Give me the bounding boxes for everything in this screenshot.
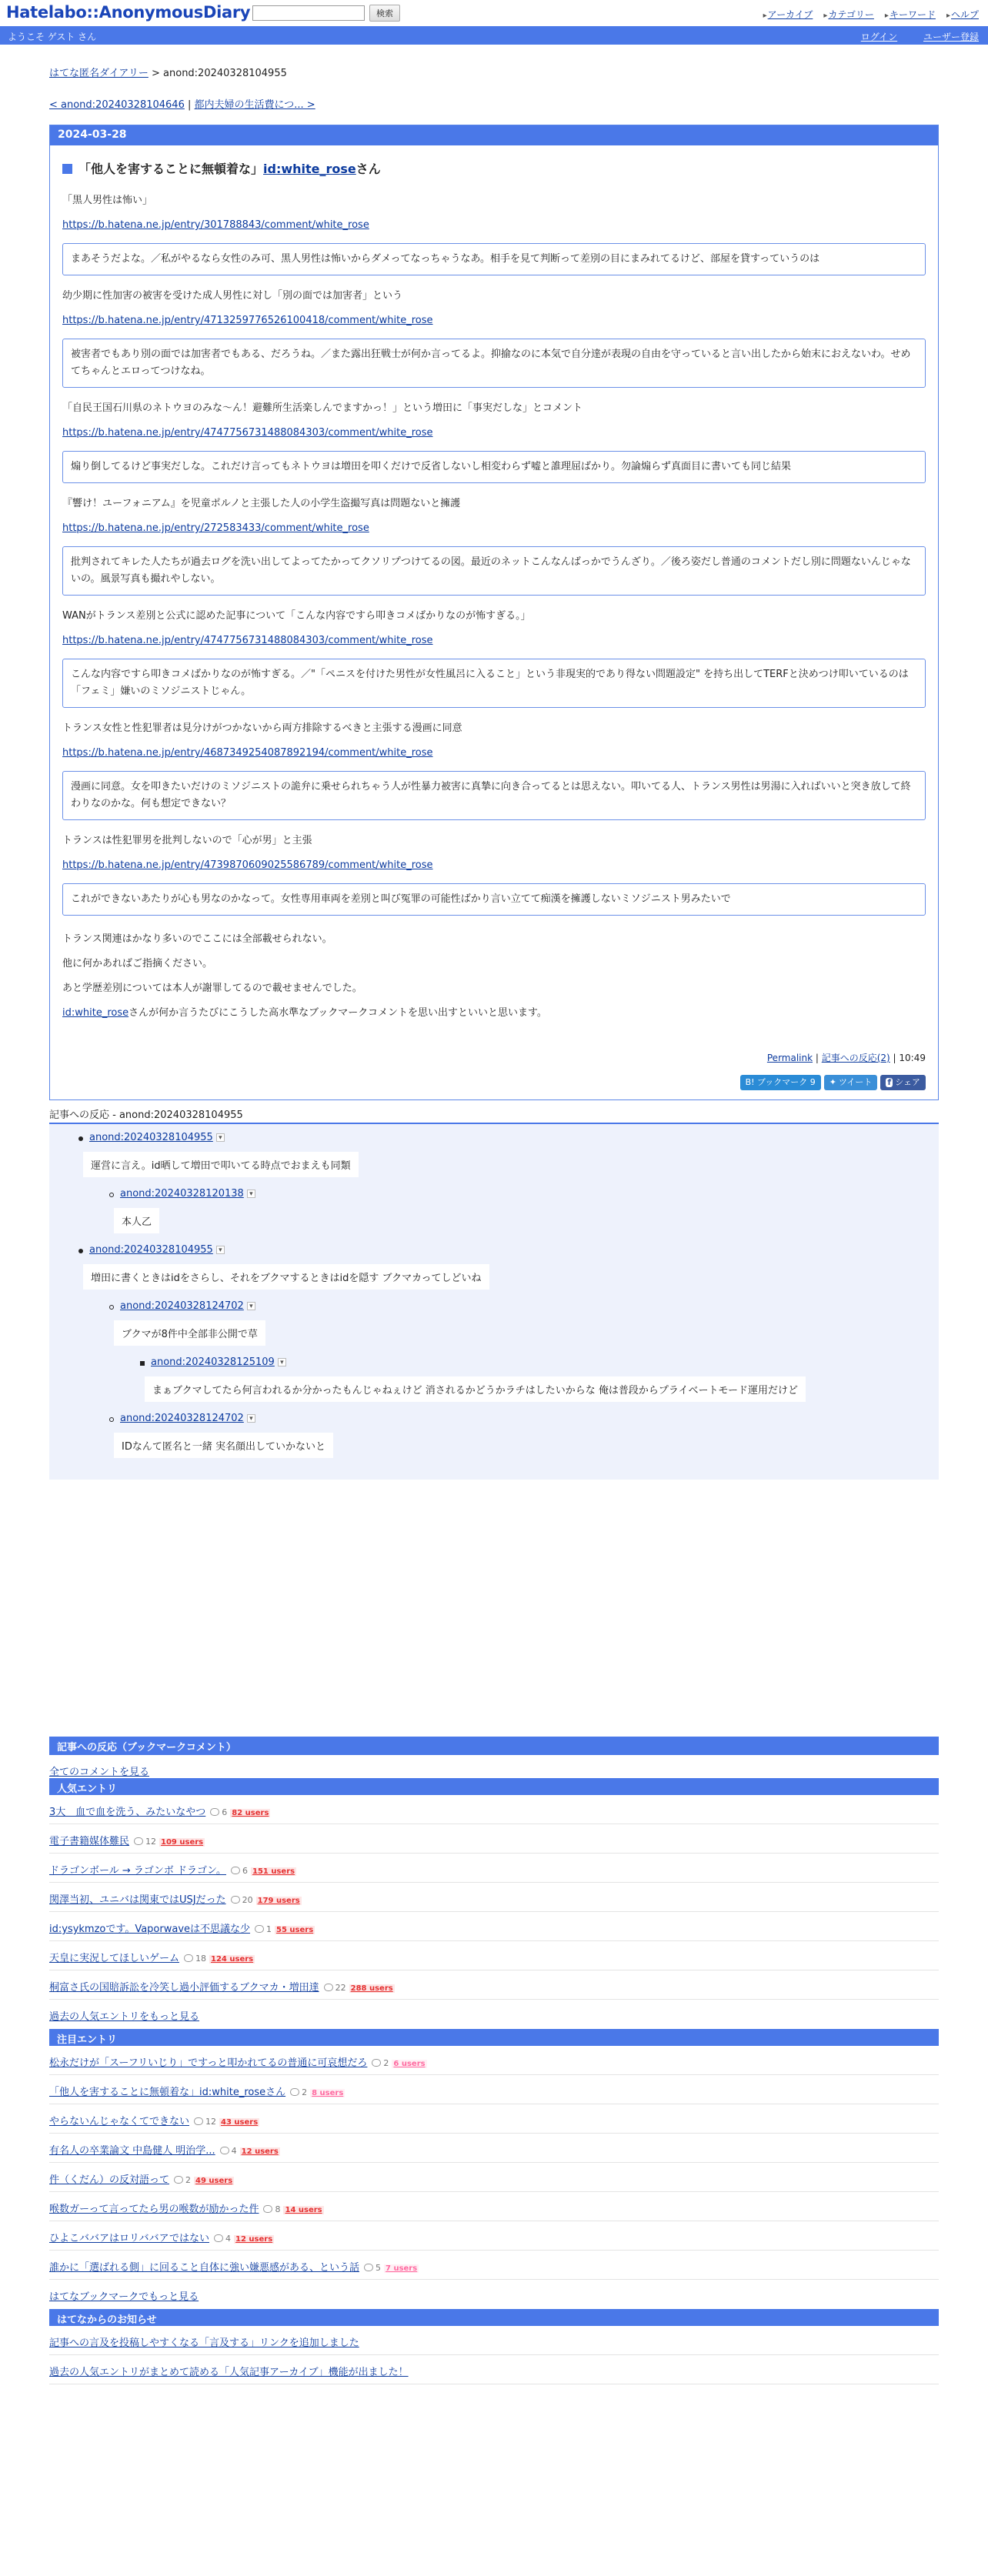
comment-bubble-icon <box>372 2059 381 2067</box>
comment-count-value: 4 <box>225 2234 232 2244</box>
reaction-head <box>120 1413 939 1428</box>
reaction-item <box>49 1132 939 1188</box>
bookmark-comments-title: 記事への反応（ブックマークコメント） <box>49 1737 939 1755</box>
users-badge[interactable]: 49 users <box>195 2177 233 2185</box>
popular-entries-title: 人気エントリ <box>49 1778 939 1795</box>
reaction-bubble-wrap <box>120 1203 939 1244</box>
comment-count-value: 6 <box>242 1866 248 1876</box>
entry-row <box>49 2163 939 2192</box>
entry-link[interactable]: 件（くだん）の反対語って <box>49 2174 170 2186</box>
reaction-item <box>49 1188 939 1244</box>
reaction-text: 運営に言え。id晒して増田で叩いてる時点でおまえも同類 <box>83 1152 359 1177</box>
blockquote: こんな内容ですら叩きコメばかりなのが怖すぎる。／"「ペニスを付けた男性が女性風呂に入ること」という非現実的であり得ない問題設定" を持ち出してTERFと決めつけ叩いているのは「フェミ」嫌いのミソジニストじゃん。 <box>62 659 926 708</box>
reaction-id-link[interactable]: anond:20240328124702 <box>120 1413 244 1424</box>
entry-link[interactable]: 喉数ガーって言ってたら男の喉数が励かった件 <box>49 2204 259 2215</box>
popular-entries-list <box>49 1795 939 2000</box>
comment-count[interactable] <box>194 2117 216 2127</box>
reaction-text: 本人乙 <box>114 1208 159 1233</box>
entry-time: 10:49 <box>899 1053 926 1063</box>
comment-count-value: 12 <box>205 2117 217 2127</box>
comment-count[interactable] <box>263 2204 280 2214</box>
comment-count-value: 22 <box>335 1983 346 1993</box>
comment-count[interactable] <box>372 2058 389 2068</box>
hatena-bookmark-button[interactable]: B! ブックマーク 9 <box>740 1075 821 1090</box>
entry-link[interactable]: やらないんじゃなくてできない <box>49 2116 190 2127</box>
reactions-tree <box>49 1124 939 1480</box>
reaction-id-link[interactable]: anond:20240328104955 <box>89 1132 213 1143</box>
users-badge[interactable]: 12 users <box>241 2147 279 2156</box>
reaction-id-link[interactable]: anond:20240328125109 <box>151 1356 275 1368</box>
top-nav-link[interactable]: ▸ キーワード <box>885 9 936 20</box>
block-url-row <box>62 746 926 760</box>
reaction-bubble-wrap <box>120 1316 939 1356</box>
entry-link[interactable]: 「他人を害することに無頓着な」id:white_roseさん <box>49 2087 286 2098</box>
facebook-icon: f <box>887 1077 892 1087</box>
reaction-head <box>120 1188 939 1203</box>
all-comments-link[interactable]: 全てのコメントを見る <box>49 1767 150 1778</box>
closing-line: あと学歴差別については本人が謝罪してるので載せませんでした。 <box>62 983 362 994</box>
comment-count-value: 4 <box>231 2146 237 2156</box>
bullet-icon <box>78 1136 83 1141</box>
reaction-head <box>120 1300 939 1316</box>
block-text: WANがトランス差別と公式に認めた記事について「こんな内容ですら叩きコメばかりなのが怖すぎる。」 <box>62 610 531 622</box>
entry-title-user-link[interactable]: id:white_rose <box>263 162 356 176</box>
entry-row <box>49 1854 939 1883</box>
comment-count[interactable] <box>134 1837 156 1847</box>
reaction-bubble-wrap <box>120 1428 939 1469</box>
attention-entries-list <box>49 2046 939 2280</box>
pager <box>49 96 939 111</box>
comment-count[interactable] <box>231 1895 253 1905</box>
entry-blocks <box>62 194 926 916</box>
entry-link[interactable]: ひよこババアはロリババアではない <box>49 2233 210 2244</box>
entry-row <box>49 2104 939 2134</box>
comment-count[interactable] <box>231 1866 248 1876</box>
comment-bubble-icon <box>134 1837 143 1845</box>
bullet-icon <box>109 1193 114 1197</box>
block-text: 幼少期に性加害の被害を受けた成人男性に対し「別の面では加害者」という <box>62 290 403 302</box>
comment-count[interactable] <box>255 1924 272 1934</box>
reaction-text: IDなんて匿名と一緒 実名顔出していかないと <box>114 1433 333 1458</box>
block-url-row <box>62 219 926 232</box>
entry-link[interactable]: 誰かに「選ばれる側」に回ること自体に強い嫌悪感がある、という話 <box>49 2262 360 2274</box>
users-badge[interactable]: 124 users <box>211 1955 254 1964</box>
comment-bubble-icon <box>220 2147 229 2154</box>
entry-closing <box>62 933 926 996</box>
bird-icon: ✦ <box>829 1077 836 1087</box>
users-badge[interactable]: 288 users <box>350 1984 393 1993</box>
comment-count-value: 6 <box>222 1807 228 1817</box>
reaction-text: ブクマが8件中全部非公開で草 <box>114 1320 265 1346</box>
block-url-row <box>62 314 926 328</box>
entry-link[interactable]: 3大 血で血を洗う、みたいなやつ <box>49 1807 206 1818</box>
entry-row <box>49 1883 939 1912</box>
comment-count[interactable] <box>290 2087 307 2097</box>
entry-link[interactable]: 桐富さ氏の国賠訴訟を冷笑し過小評価するブクマカ・増田達 <box>49 1982 319 1994</box>
bookmark-comment-link[interactable]: https://b.hatena.ne.jp/entry/4747756731488084303/comment/white_rose <box>62 635 433 646</box>
attention-more-link[interactable]: はてなブックマークでもっと見る <box>49 2291 199 2303</box>
reactions-link[interactable]: 記事への反応(2) <box>821 1053 890 1063</box>
entry-row <box>49 1824 939 1854</box>
closing-user-link[interactable]: id:white_rose <box>62 1007 129 1019</box>
comment-count[interactable] <box>214 2234 231 2244</box>
expand-toggle-icon[interactable]: ▾ <box>278 1358 286 1366</box>
comment-count[interactable] <box>210 1807 227 1817</box>
permalink-link[interactable]: Permalink <box>766 1053 813 1063</box>
comment-count-value: 18 <box>195 1954 207 1964</box>
comment-count[interactable] <box>184 1954 206 1964</box>
entry-row <box>49 2046 939 2075</box>
users-badge[interactable]: 12 users <box>235 2235 273 2244</box>
block-url-row <box>62 634 926 648</box>
expand-toggle-icon[interactable]: ▾ <box>247 1302 255 1310</box>
reaction-head <box>89 1132 939 1147</box>
login-link[interactable]: ログイン <box>860 32 898 42</box>
comment-count-value: 20 <box>242 1895 253 1905</box>
blockquote: これができないあたりが心も男なのかなって。女性専用車両を差別と叫び冤罪の可能性ばかり言い立てて痴漢を擁護しないミソジニスト男みたいで <box>62 883 926 916</box>
entry-link[interactable]: 天皇に実況してほしいゲーム <box>49 1953 180 1964</box>
reaction-id-link[interactable]: anond:20240328104955 <box>89 1244 213 1256</box>
reactions-title: 記事への反応 - anond:20240328104955 <box>49 1106 939 1124</box>
top-bar <box>0 0 988 26</box>
entry-title <box>62 159 926 177</box>
site-logo[interactable]: Hatelabo::AnonymousDiary <box>6 3 251 22</box>
expand-toggle-icon[interactable]: ▾ <box>247 1190 255 1198</box>
reaction-item <box>49 1300 939 1356</box>
comment-count-value: 8 <box>275 2204 281 2214</box>
users-badge[interactable]: 43 users <box>221 2118 259 2127</box>
reaction-id-link[interactable]: anond:20240328120138 <box>120 1188 244 1200</box>
reaction-id-link[interactable]: anond:20240328124702 <box>120 1300 244 1312</box>
top-nav-link[interactable]: ▸ カテゴリー <box>823 9 874 20</box>
users-badge[interactable]: 151 users <box>252 1867 295 1876</box>
closing-tail: さんが何か言うたびにこうした高水準なブックマークコメントを思い出すといいと思います。 <box>129 1007 547 1019</box>
block-text: 『響け！ユーフォニアム』を児童ポルノと主張した人の小学生盗撮写真は問題ないと擁護 <box>62 498 461 509</box>
comment-bubble-icon <box>214 2234 223 2242</box>
comment-bubble-icon <box>231 1867 240 1874</box>
block-text: 「自民王国石川県のネトウヨのみな〜ん！避難所生活楽しんでますかっ！」という増田に「事実だしな」とコメント <box>62 402 583 414</box>
entry-link[interactable]: 電子書籍媒体難民 <box>49 1836 130 1847</box>
bookmark-comment-link[interactable]: https://b.hatena.ne.jp/entry/4739870609025586789/comment/white_rose <box>62 859 433 871</box>
entry-row <box>49 2221 939 2251</box>
reaction-item <box>49 1244 939 1300</box>
comment-bubble-icon <box>255 1925 264 1933</box>
reaction-head <box>89 1244 939 1260</box>
entry-link[interactable]: 有名人の卒業論文 中島健人 明治学... <box>49 2145 215 2157</box>
entry-row <box>49 2134 939 2163</box>
block-url-row <box>62 522 926 536</box>
entry-day <box>49 125 939 1100</box>
search-button[interactable]: 検索 <box>369 5 400 22</box>
closing-line: 他に何かあればご指摘ください。 <box>62 958 213 969</box>
blockquote: 被害者でもあり別の面では加害者でもある、だろうね。／また露出狂戦士が何か言ってるよ。抑揄なのに本気で自分達が表現の自由を守っていると言い出したから始末におえないわ。せめてちゃんとエロってつけなね。 <box>62 339 926 388</box>
entry-link[interactable]: ドラゴンボール → ラゴンボ ドラゴン。 <box>49 1865 226 1877</box>
search-input[interactable] <box>252 5 365 21</box>
users-badge[interactable]: 109 users <box>161 1838 204 1847</box>
entry-footer: Permalink | 記事への反応(2) | 10:49 <box>766 1053 926 1063</box>
share-buttons <box>62 1075 926 1090</box>
comment-bubble-icon <box>194 2117 203 2125</box>
blockquote: 煽り倒してるけど事実だしな。これだけ言ってもネトウヨは増田を叩くだけで反省しないし相変わらず嘘と誰理屈ばかり。勿論煽らず真面目に書いても同じ結果 <box>62 451 926 483</box>
reaction-text: まぁブクマしてたら何言われるか分かったもんじゃねぇけど 消されるかどうかラチはしたいからな 俺は普段からプライベートモード運用だけど <box>145 1376 806 1402</box>
users-badge[interactable]: 14 users <box>285 2206 322 2214</box>
comment-count[interactable] <box>220 2146 237 2156</box>
entry-row <box>49 2251 939 2280</box>
block-url-row <box>62 426 926 440</box>
bookmark-comment-link[interactable]: https://b.hatena.ne.jp/entry/272583433/comment/white_rose <box>62 522 369 534</box>
reaction-bubble-wrap <box>89 1147 939 1188</box>
breadcrumb <box>49 65 939 79</box>
expand-toggle-icon[interactable]: ▾ <box>216 1133 225 1142</box>
comment-count[interactable] <box>364 2263 381 2273</box>
users-badge[interactable]: 82 users <box>232 1809 269 1817</box>
main-content <box>49 45 939 2384</box>
ad-space <box>49 1480 939 1737</box>
bullet-icon <box>78 1249 83 1253</box>
closing-line: トランス関連はかなり多いのでここには全部載せられない。 <box>62 933 332 945</box>
reaction-item <box>49 1356 939 1413</box>
block-text: トランス女性と性犯罪者は見分けがつかないから両方排除するべきと主張する漫画に同意 <box>62 722 462 734</box>
tweet-button[interactable] <box>824 1075 878 1090</box>
notice-link[interactable]: 過去の人気エントリがまとめて読める「人気記事アーカイブ」機能が出ました！ <box>49 2367 409 2378</box>
users-badge[interactable]: 7 users <box>386 2264 418 2273</box>
closing-last-line <box>62 1006 926 1020</box>
entry-title-prefix: 「他人を害することに無頓着な」 <box>78 162 264 176</box>
attention-entries-title: 注目エントリ <box>49 2029 939 2046</box>
notice-row <box>49 2355 939 2384</box>
reaction-bubble-wrap <box>151 1372 939 1413</box>
entry-title-suffix: さん <box>355 162 381 176</box>
reaction-head <box>151 1356 939 1372</box>
users-badge[interactable]: 55 users <box>276 1926 314 1934</box>
entry-row <box>49 2075 939 2104</box>
breadcrumb-sep: > <box>151 68 160 79</box>
share-label: シェア <box>895 1077 920 1087</box>
expand-toggle-icon[interactable]: ▾ <box>216 1246 225 1254</box>
bookmark-comment-link[interactable]: https://b.hatena.ne.jp/entry/4687349254087892194/comment/white_rose <box>62 747 433 759</box>
entry-link[interactable]: 松永だけが「スーフリいじり」ですっと叩かれてるの普通に可哀想だろ <box>49 2057 368 2069</box>
entry-row <box>49 1941 939 1970</box>
reaction-bubble-wrap <box>89 1260 939 1300</box>
blockquote: 批判されてキレた人たちが過去ログを洗い出してよってたかってクソリプつけてるの図。最近のネットこんなんばっかでうんざり。／後ろ姿だし普通のコメントだし別に問題ないんじゃないの。風景写真も撮れやしない。 <box>62 546 926 596</box>
users-badge[interactable]: 6 users <box>393 2060 426 2068</box>
comment-bubble-icon <box>184 1954 193 1962</box>
block-text: トランスは性犯罪男を批判しないので「心が男」と主張 <box>62 835 312 846</box>
comment-bubble-icon <box>174 2176 183 2184</box>
reaction-item <box>49 1413 939 1469</box>
users-badge[interactable]: 8 users <box>312 2089 344 2097</box>
notice-title: はてなからのお知らせ <box>49 2309 939 2326</box>
bullet-icon <box>140 1361 145 1366</box>
entry-body <box>50 145 938 1099</box>
comment-bubble-icon <box>290 2088 299 2096</box>
attention-more-row <box>49 2280 939 2309</box>
facebook-share-button[interactable] <box>880 1075 926 1090</box>
bullet-icon <box>109 1417 114 1422</box>
all-comments-row <box>49 1755 939 1778</box>
comment-count-value: 2 <box>302 2087 308 2097</box>
comment-count[interactable] <box>324 1983 346 1993</box>
bookmark-comment-link[interactable]: https://b.hatena.ne.jp/entry/4747756731488084303/comment/white_rose <box>62 427 433 439</box>
bookmark-comment-link[interactable]: https://b.hatena.ne.jp/entry/301788843/comment/white_rose <box>62 219 369 231</box>
expand-toggle-icon[interactable]: ▾ <box>247 1414 255 1423</box>
notice-row <box>49 2326 939 2355</box>
pager-sep: | <box>188 99 192 111</box>
breadcrumb-current: anond:20240328104955 <box>163 68 287 79</box>
blockquote: 漫画に同意。女を叩きたいだけのミソジニストの詭弁に乗せられちゃう人が性暴力被害に真摯に向き合ってるとは思えない。叩いてる人、トランス男性は男湯に入ればいいと突き放して終わりなのかな。何も想定できない？ <box>62 771 926 820</box>
welcome-text: ようこそ ゲスト さん <box>8 32 97 42</box>
entry-row <box>49 1912 939 1941</box>
comment-bubble-icon <box>324 1984 333 1991</box>
next-entry-link[interactable]: 都内夫婦の生活費につ... > <box>194 99 315 111</box>
popular-more-link[interactable]: 過去の人気エントリをもっと見る <box>49 2011 200 2023</box>
entry-date: 2024-03-28 <box>50 125 938 145</box>
register-link[interactable]: ユーザー登録 <box>923 32 979 42</box>
bullet-icon <box>109 1305 114 1310</box>
blockquote: まあそうだよな。／私がやるなら女性のみ可、黒人男性は怖いからダメってなっちゃうなあ。相手を見て判断って差別の目にまみれてるけど、部屋を貸すっていうのは <box>62 243 926 275</box>
entry-link[interactable]: 関澤当初、ユニバは関東ではUSJだった <box>49 1894 226 1906</box>
entry-row <box>49 1970 939 2000</box>
comment-count[interactable] <box>174 2175 191 2185</box>
popular-more-row <box>49 2000 939 2029</box>
block-url-row <box>62 859 926 873</box>
top-nav-link[interactable]: ▸ ヘルプ <box>946 9 979 20</box>
tweet-label: ツイート <box>838 1077 873 1087</box>
comment-bubble-icon <box>364 2264 373 2271</box>
bookmark-comment-link[interactable]: https://b.hatena.ne.jp/entry/4713259776526100418/comment/white_rose <box>62 315 433 326</box>
prev-entry-link[interactable]: < anond:20240328104646 <box>49 99 185 111</box>
block-text: 「黒人男性は怖い」 <box>62 195 153 206</box>
entry-row <box>49 1795 939 1824</box>
comment-count-value: 12 <box>145 1837 157 1847</box>
entry-link[interactable]: id:ysykmzoです。Vaporwaveは不思議な少 <box>49 1924 251 1935</box>
entry-permalink-square-icon[interactable] <box>62 164 72 174</box>
entry-row <box>49 2192 939 2221</box>
top-nav <box>753 8 979 21</box>
notice-list <box>49 2326 939 2384</box>
breadcrumb-home[interactable]: はてな匿名ダイアリー <box>49 68 149 79</box>
comment-count-value: 2 <box>383 2058 389 2068</box>
reaction-text: 増田に書くときはidをさらし、それをブクマするときはidを隠す ブクマカってしどいね <box>83 1264 489 1290</box>
comment-count-value: 5 <box>376 2263 382 2273</box>
comment-bubble-icon <box>210 1808 219 1816</box>
comment-bubble-icon <box>231 1896 240 1904</box>
users-badge[interactable]: 179 users <box>257 1897 300 1905</box>
notice-link[interactable]: 記事への言及を投稿しやすくなる「言及する」リンクを追加しました <box>49 2337 359 2349</box>
comment-count-value: 1 <box>266 1924 272 1934</box>
comment-bubble-icon <box>263 2205 272 2213</box>
top-nav-link[interactable]: ▸ アーカイブ <box>763 9 813 20</box>
comment-count-value: 2 <box>185 2175 192 2185</box>
user-bar <box>0 26 988 45</box>
